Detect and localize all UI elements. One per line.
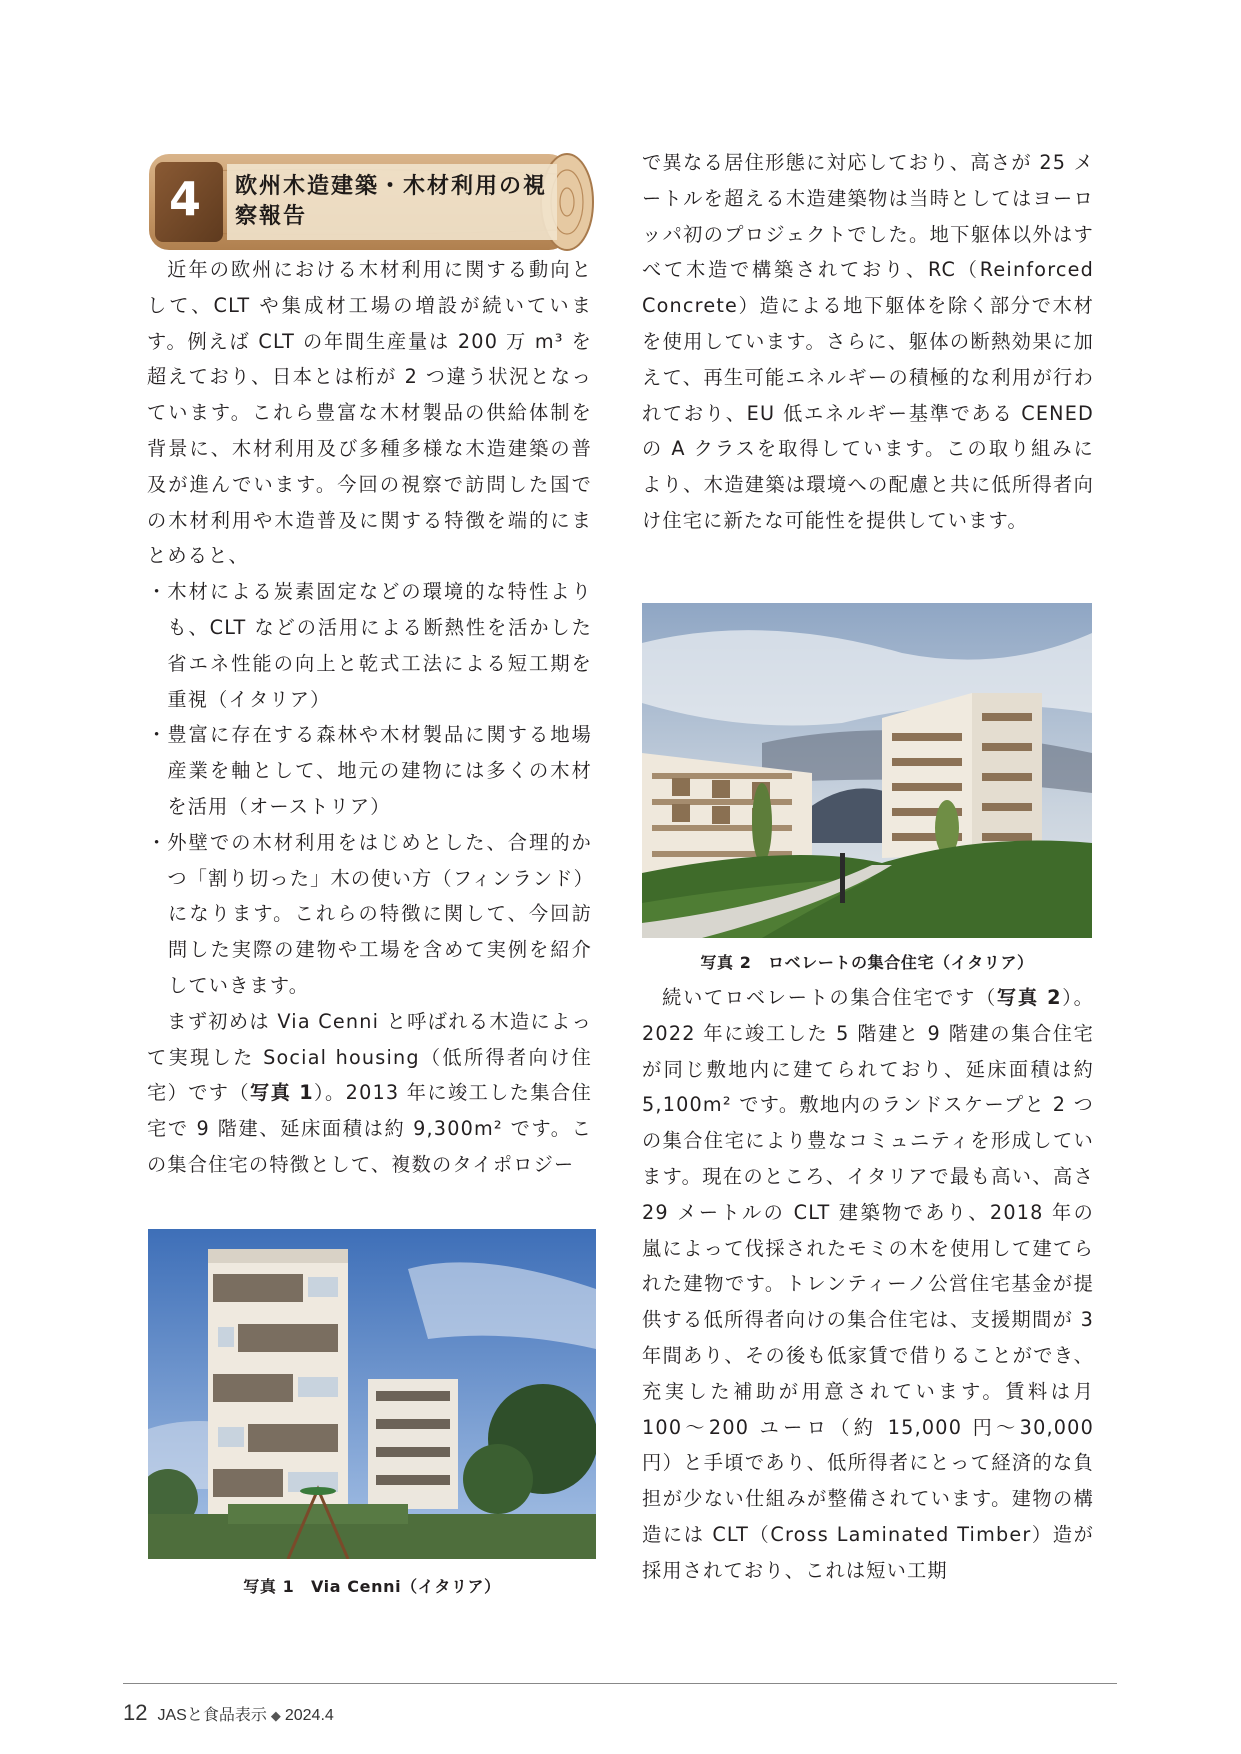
bullet-mark: ・ [147,580,168,604]
list-item [147,825,592,897]
list-item-text: 木材による炭素固定などの環境的な特性よりも、CLT などの活用による断熱性を活かした省エネ性能の向上と乾式工法による短工期を重視（イタリア） [167,580,592,711]
paragraph-intro: 近年の欧州における木材利用に関する動向として、CLT や集成材工場の増設が続いています。例えば CLT の年間生産量は 200 万 m³ を超えており、日本とは桁が 2 つ違う状況となっています。これら豊富な木材製品の供給体制を背景に、木材利用及び多種多様な木造建築の普及が進んでいます。今回の視察で訪問した国での木材利用や木造普及に関する特徴を端的にまとめると、 [147,258,592,568]
photo-via-cenni [148,1229,596,1559]
list-item [147,717,592,824]
page-number: 12 [123,1700,148,1725]
right-column [642,145,1094,539]
section-number: 4 [169,172,202,226]
issue-date: 2024.4 [284,1707,334,1724]
photo-reference: 写真 1 [250,1081,314,1105]
paragraph-rovereto [642,980,1094,1589]
photo-caption: 写真 1 Via Cenni（イタリア） [243,1577,501,1596]
paragraph-via-cenni [147,1004,592,1183]
publication-name: JASと食品表示 [157,1707,267,1724]
paragraph-continued: で異なる居住形態に対応しており、高さが 25 メートルを超える木造建築物は当時としてはヨーロッパ初のプロジェクトでした。地下躯体以外はすべて木造で構築されており、RC（Reinforced Concrete）造による地下躯体を除く部分で木材を使用しています。さらに、躯体の断熱効果に加えて、再生可能エネルギーの積極的な利用が行われており、EU 低エネルギー基準である CENED の A クラスを取得しています。この取り組みにより、木造建築は環境への配慮と共に低所得者向け住宅に新たな可能性を提供しています。 [642,151,1094,532]
bullet-mark: ・ [147,830,168,854]
section-heading [147,152,595,252]
section-title: 欧州木造建築・木材利用の視察報告 [235,174,548,229]
paragraph-text: 続いてロベレートの集合住宅です（ [662,986,997,1009]
list-item [147,574,592,717]
list-item-text: 外壁での木材利用をはじめとした、合理的かつ「割り切った」木の使い方（フィンランド） [167,830,594,890]
paragraph-text: まず初めは Via Cenni と呼ばれる木造によって実現した Social housing（低所得者向け住宅）です（ [147,1009,592,1105]
paragraph-text: ）。2022 年に竣工した 5 階建と 9 階建の集合住宅が同じ敷地内に建てられており、延床面積は約 5,100m² です。敷地内のランドスケープと 2 つの集合住宅により豊なコミュニティを形成しています。現在のところ、イタリアで最も高い、高さ 29 メートルの CLT 建築物であり、2018 年の嵐によって伐採されたモミの木を使用して建てられた建物です。トレンティーノ公営住宅基金が提供する低所得者向けの集合住宅は、支援期間が 3 年間あり、その後も低家賃で借りることができ、充実した補助が用意されています。賃料は月 100～200 ユーロ（約 15,000 円～30,000 円）と手頃であり、低所得者にとって経済的な負担が少ない仕組みが整備されています。建物の構造には CLT（Cross Laminated Timber）造が採用されており、これは短い工期 [642,986,1094,1582]
photo-reference: 写真 2 [996,986,1062,1009]
photo-caption: 写真 2 ロベレートの集合住宅（イタリア） [700,953,1034,972]
right-column-lower [642,980,1094,1589]
footer-divider [123,1683,1117,1684]
paragraph-summary: になります。これらの特徴に関して、今回訪問した実際の建物や工場を含めて実例を紹介していきます。 [168,902,592,997]
left-column [147,252,592,1183]
bullet-mark: ・ [147,723,168,747]
paragraph-text: ）。2013 年に竣工した集合住宅で 9 階建、延床面積は約 9,300m² です。この集合住宅の特徴として、複数のタイポロジー [147,1081,592,1176]
page-footer [123,1700,334,1726]
list-item-text: 豊富に存在する森林や木材製品に関する地場産業を軸として、地元の建物には多くの木材を活用（オーストリア） [167,723,592,818]
photo-rovereto-housing [642,603,1092,938]
diamond-icon: ◆ [270,1708,281,1723]
